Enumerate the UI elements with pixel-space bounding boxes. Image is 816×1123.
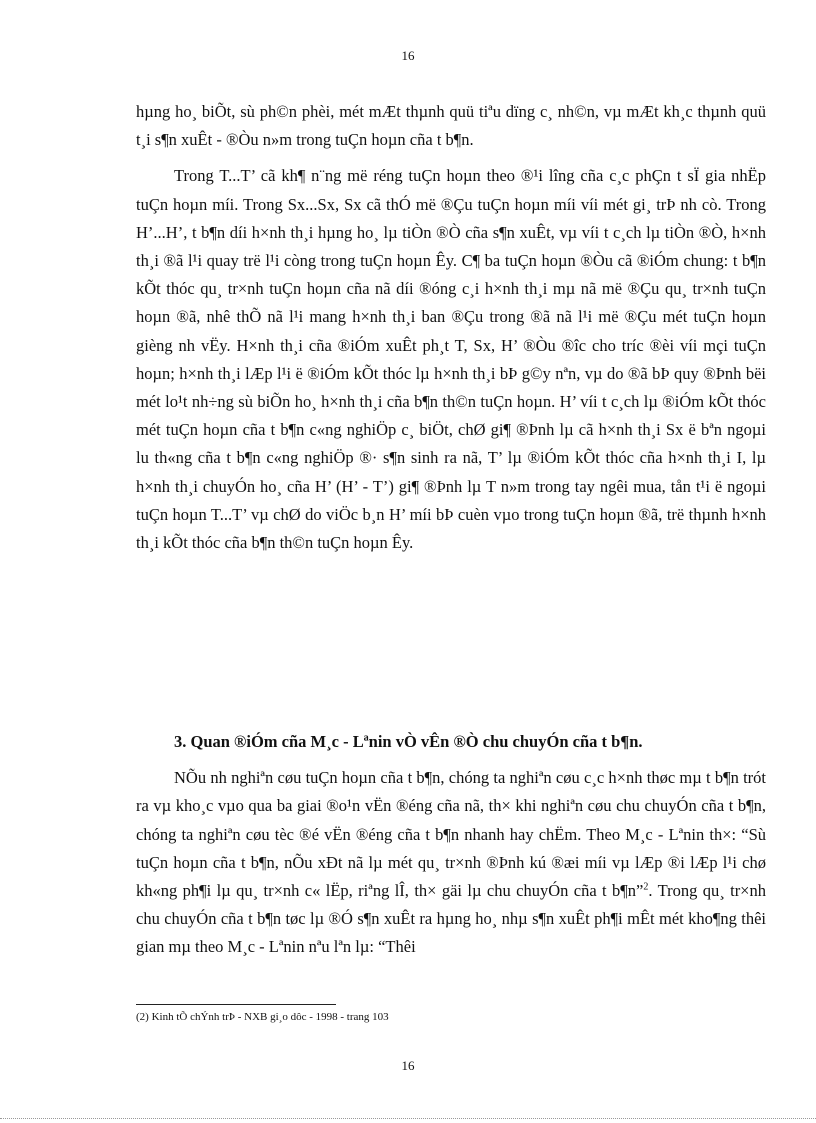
paragraph-turnover-part1: NÕu nh nghiªn cøu tuÇn hoµn cña t b¶n, chóng ta nghiªn cøu c¸c h×nh thøc mµ t b¶n trót ra vµ kho¸c vµo qua ba giai ®o¹n vËn ®éng cña nã, th× khi nghiªn cøu chu chuyÓn cña t b¶n, chóng ta nghiªn cøu tèc ®é vËn ®éng cña t b¶n nhanh hay chËm. Theo M¸c - Lªnin th×: “Sù tuÇn hoµn cña t b¶n, nÕu xÐt nã lµ mét qu¸ tr×nh ®Þnh kú ®æi míi vµ lÆp ®i lÆp l¹i chø kh«ng ph¶i lµ qu¸ tr×nh c« lËp, riªng lÎ, th× gäi lµ chu chuyÓn cña t b¶n”	[136, 768, 766, 901]
paragraph-turnover-part2: . Trong qu¸ tr×nh chu chuyÓn cña t b¶n tøc lµ ®Ó s¶n xuÊt ra hµng ho¸ nhµ s¶n xuÊt ph¶i mÊt mét kho¶ng thêi gian mµ theo M¸c - Lªnin nªu lªn lµ: “Thêi	[136, 881, 766, 957]
page-number-top: 16	[401, 48, 415, 63]
footnote: (2) Kinh tÕ chÝnh trÞ - NXB gi¸o dôc - 1998 - trang 103	[136, 1011, 389, 1023]
footnote-reference[interactable]: 2	[643, 881, 649, 893]
text-block-1	[136, 98, 766, 565]
page-bottom-border	[0, 1118, 816, 1119]
section-heading: 3. Quan ®iÓm cña M¸c - Lªnin vÒ vÊn ®Ò chu chuyÓn cña t b¶n.	[174, 732, 643, 751]
paragraph-circuit-forms: Trong T...T’ cã kh¶ n¨ng më réng tuÇn hoµn theo ®¹i lîng cña c¸c phÇn t sÏ gia nhËp tuÇn hoµn míi. Trong Sx...Sx, Sx cã thÓ më ®Çu tuÇn hoµn míi víi mét gi¸ trÞ nh cò. Trong H’...H’, t b¶n díi h×nh th¸i hµng ho¸ lµ tiÒn ®Ò cña s¶n xuÊt, vµ víi t c¸ch lµ tiÒn ®Ò, h×nh th¸i ®ã l¹i quay trë l¹i còng trong tuÇn hoµn Êy. C¶ ba tuÇn hoµn ®Òu cã ®iÓm chung: t b¶n kÕt thóc qu¸ tr×nh tuÇn hoµn cña nã díi ®óng c¸i h×nh th¸i mµ nã më ®Çu qu¸ tr×nh tuÇn hoµn ®ã, nhê thÕ nã l¹i mang h×nh th¸i ban ®Çu trong ®ã nã l¹i më ®Çu mét tuÇn hoµn gièng nh vËy. H×nh th¸i cña ®iÓm xuÊt ph¸t T, Sx, H’ ®Òu ®îc cho tríc ®èi víi mçi tuÇn hoµn; h×nh th¸i lÆp l¹i ë ®iÓm kÕt thóc lµ h×nh th¸i bÞ g©y nªn, vµ do ®ã bÞ quy ®Þnh bëi mét lo¹t nh÷ng sù biÕn ho¸ h×nh th¸i cña b¶n th©n tuÇn hoµn. H’ víi t c¸ch lµ ®iÓm kÕt thóc mét tuÇn hoµn cña t b¶n c«ng nghiÖp c¸ biÖt, chØ gi¶ ®Þnh lµ cã h×nh th¸i Sx ë bªn ngoµi lu th«ng cña t b¶n c«ng nghiÖp ®· s¶n sinh ra nã, T’ lµ ®iÓm kÕt thóc cña h×nh th¸i I, lµ h×nh th¸i chuyÓn ho¸ cña H’ (H’ - T’) gi¶ ®Þnh lµ T n»m trong tay ngêi mua, tån t¹i ë ngoµi tuÇn hoµn T...T’ vµ chØ do viÖc b¸n H’ míi bÞ cuèn vµo trong tuÇn hoµn ®ã, trë thµnh h×nh th¸i kÕt thóc cña b¶n th©n tuÇn hoµn Êy.	[136, 166, 766, 553]
page-number-bottom: 16	[401, 1058, 415, 1073]
text-block-2	[136, 728, 766, 970]
footnote-separator	[136, 1004, 336, 1005]
paragraph-turnover	[136, 764, 766, 961]
paragraph-continuation: hµng ho¸ biÕt, sù ph©n phèi, mét mÆt thµnh quü tiªu dïng c¸ nh©n, vµ mÆt kh¸c thµnh quü t¸i s¶n xuÊt - ®Òu n»m trong tuÇn hoµn cña t b¶n.	[136, 102, 766, 150]
